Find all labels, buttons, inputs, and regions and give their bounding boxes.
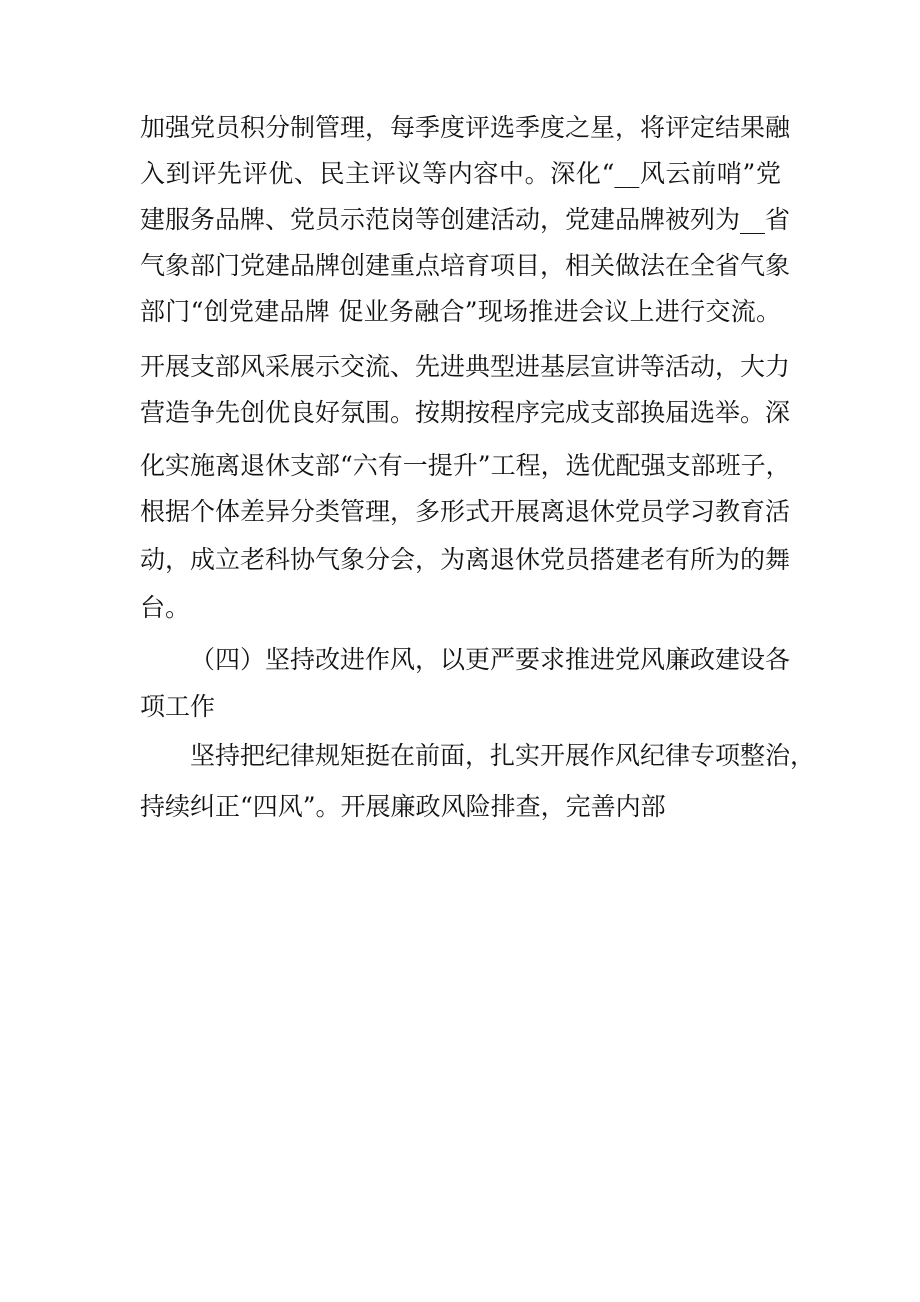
text-line: 持续纠正“四风”。开展廉政风险排查，完善内部 bbox=[140, 792, 666, 821]
text-line: 台。 bbox=[140, 593, 191, 622]
text-line: 建服务品牌、党员示范岗等创建活动，党建品牌被列为__省 bbox=[140, 205, 791, 234]
text-line: 根据个体差异分类管理，多形式开展离退休党员学习教育活 bbox=[140, 497, 791, 526]
heading-line: 项工作 bbox=[140, 692, 216, 721]
text-line: 营造争先创优良好氛围。按期按程序完成支部换届选举。深 bbox=[140, 398, 791, 427]
text-line: 加强党员积分制管理，每季度评选季度之星，将评定结果融 bbox=[140, 113, 791, 142]
text-line: 部门“创党建品牌 促业务融合”现场推进会议上进行交流。 bbox=[140, 297, 781, 326]
text-line: 入到评先评优、民主评议等内容中。深化“__风云前哨”党 bbox=[140, 159, 781, 188]
text-line: 坚持把纪律规矩挺在前面，扎实开展作风纪律专项整治， bbox=[190, 741, 816, 770]
text-line: 化实施离退休支部“六有一提升”工程，选优配强支部班子， bbox=[140, 451, 791, 480]
text-line: 开展支部风采展示交流、先进典型进基层宣讲等活动，大力 bbox=[140, 352, 791, 381]
heading-line: （四）坚持改进作风，以更严要求推进党风廉政建设各 bbox=[190, 645, 791, 674]
text-line: 气象部门党建品牌创建重点培育项目，相关做法在全省气象 bbox=[140, 251, 791, 280]
text-line: 动，成立老科协气象分会，为离退休党员搭建老有所为的舞 bbox=[140, 545, 791, 574]
